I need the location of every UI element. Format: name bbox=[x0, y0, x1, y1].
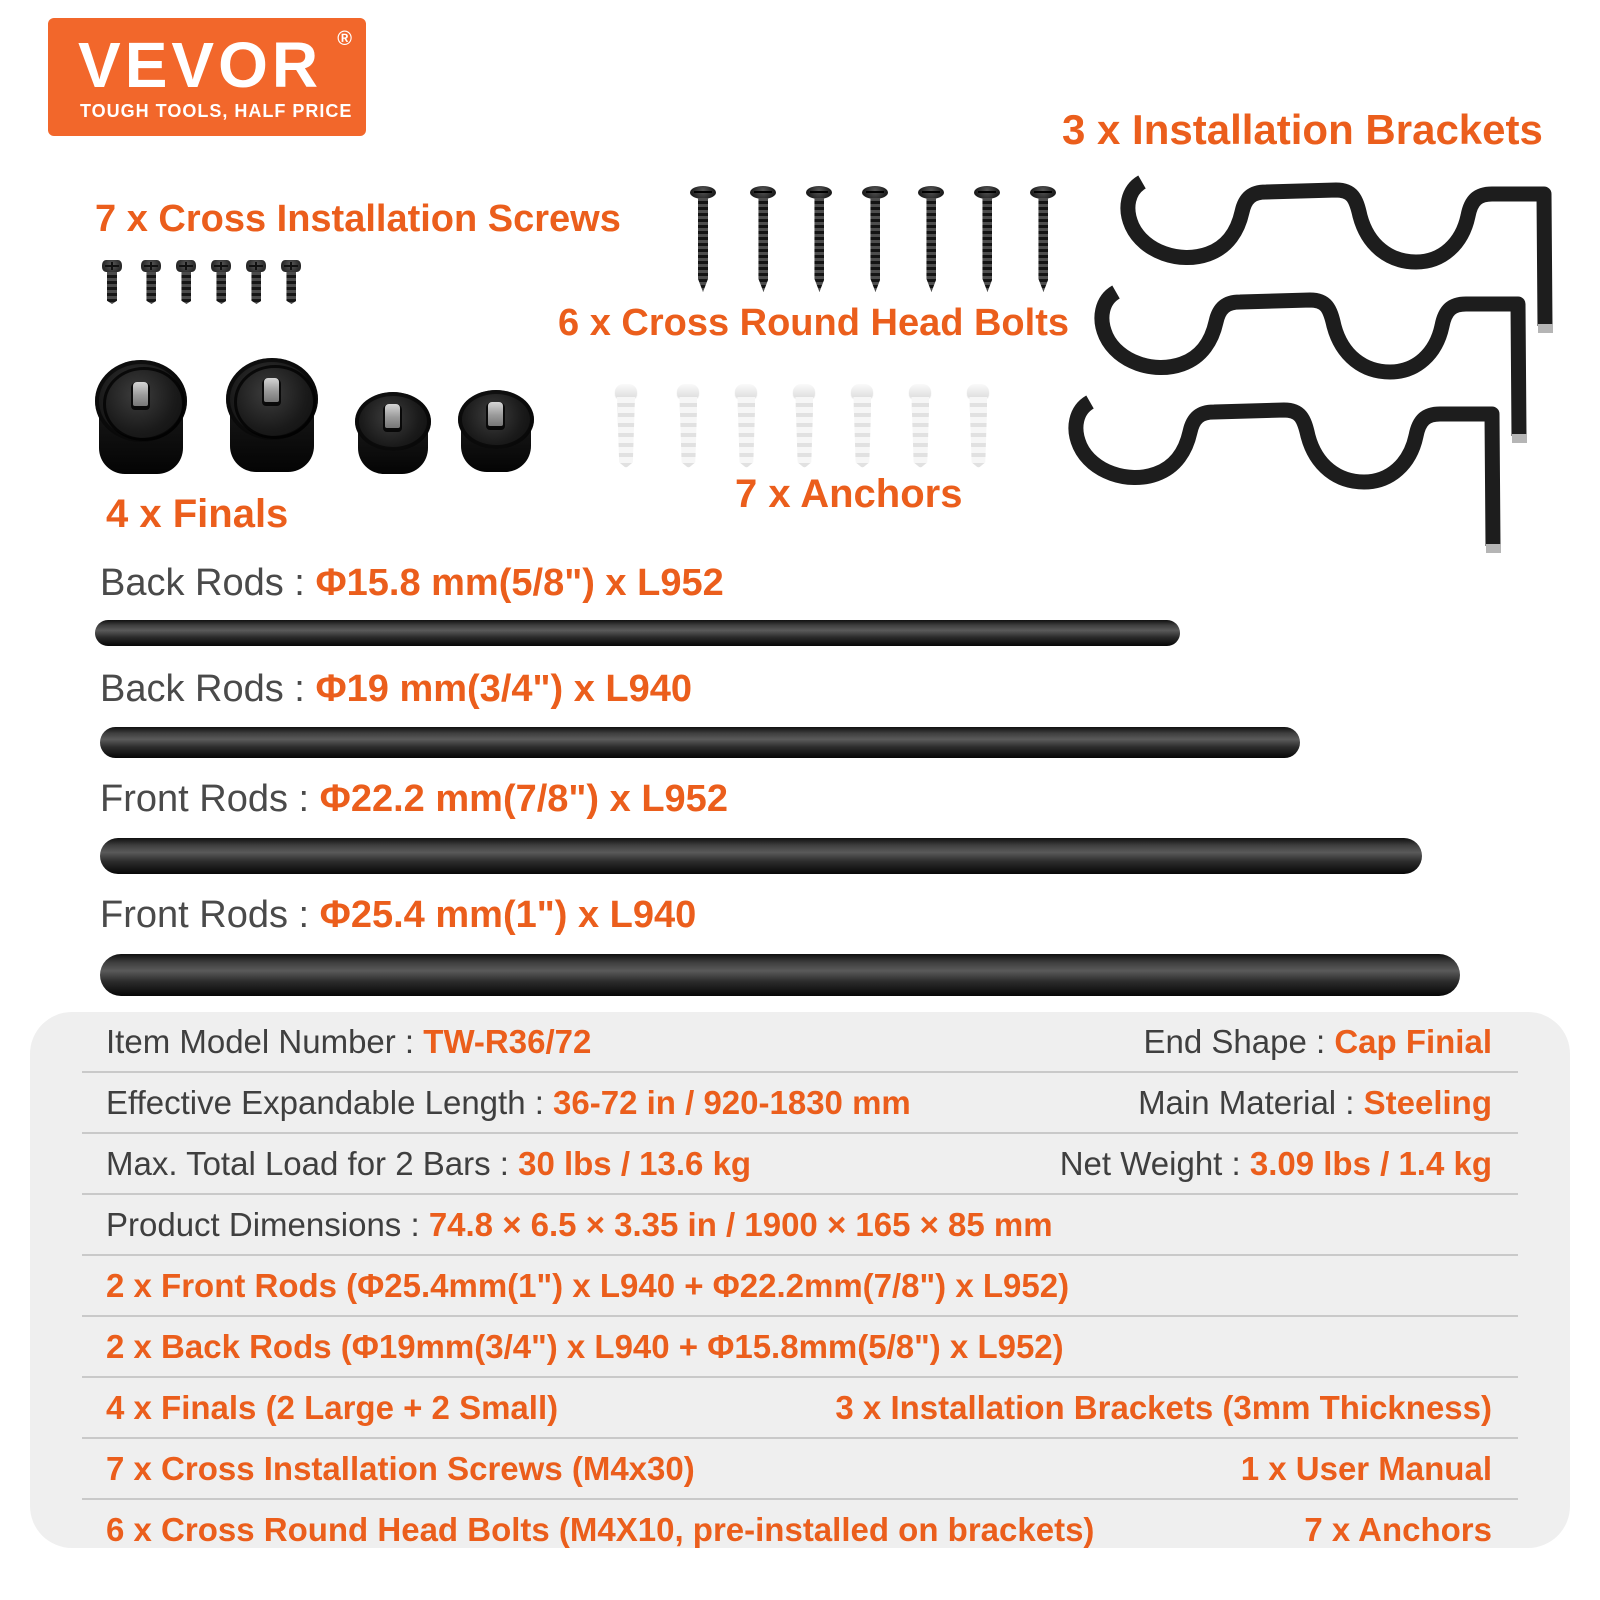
rod-colon: : bbox=[287, 778, 320, 820]
spec-left bbox=[82, 1206, 1492, 1244]
spec-left bbox=[82, 1328, 1492, 1366]
finial-stud bbox=[385, 404, 400, 428]
anchor-body-icon bbox=[737, 397, 755, 468]
rod-image-back-19 bbox=[100, 727, 1300, 758]
rod-name: Front Rods bbox=[100, 894, 288, 936]
spec-value: TW-R36/72 bbox=[423, 1022, 592, 1060]
cross-installation-screws-label: 7 x Cross Installation Screws bbox=[95, 198, 621, 240]
small-screw-image bbox=[176, 260, 196, 304]
spec-right bbox=[1241, 1450, 1518, 1488]
rod-colon: : bbox=[283, 668, 316, 710]
long-screws-row bbox=[690, 186, 1086, 292]
wall-anchor-image bbox=[966, 384, 990, 468]
spec-row bbox=[82, 1073, 1518, 1134]
spec-value: 6 x Cross Round Head Bolts (M4X10, pre-installed on brackets) bbox=[106, 1510, 1095, 1548]
screw-shank-icon bbox=[107, 272, 117, 304]
wall-anchor-image bbox=[676, 384, 700, 468]
long-screw-image bbox=[690, 186, 716, 292]
anchor-body-icon bbox=[911, 397, 929, 468]
anchor-body-icon bbox=[679, 397, 697, 468]
spec-row bbox=[82, 1195, 1518, 1256]
rod-name: Front Rods bbox=[100, 778, 288, 820]
screw-head-icon bbox=[176, 260, 196, 272]
anchor-body-icon bbox=[795, 397, 813, 468]
rod-colon: : bbox=[287, 894, 320, 936]
screw-head-icon bbox=[102, 260, 122, 272]
small-screws-row bbox=[102, 260, 316, 304]
spec-value: 2 x Front Rods (Φ25.4mm(1") x L940 + Φ22.2mm(7/8") x L952) bbox=[106, 1266, 1070, 1304]
finial-large-image bbox=[226, 358, 318, 472]
long-screw-image bbox=[806, 186, 832, 292]
screw-head-icon bbox=[918, 186, 944, 199]
rod-name: Back Rods bbox=[100, 562, 284, 604]
finials-label: 4 x Finals bbox=[106, 492, 289, 536]
spec-left bbox=[82, 1450, 1241, 1488]
spec-label: Effective Expandable Length : bbox=[106, 1083, 554, 1121]
rod-label bbox=[100, 894, 696, 937]
spec-row bbox=[82, 1256, 1518, 1317]
rod-colon: : bbox=[283, 562, 316, 604]
screw-shank-icon bbox=[758, 198, 768, 292]
anchor-collar-icon bbox=[615, 384, 637, 398]
wall-anchor-image bbox=[734, 384, 758, 468]
anchor-collar-icon bbox=[851, 384, 873, 398]
anchors-row bbox=[614, 384, 1024, 468]
logo-wordmark: VEVOR bbox=[78, 29, 323, 101]
spec-label: Main Material : bbox=[1138, 1083, 1364, 1121]
screw-shank-icon bbox=[146, 272, 156, 304]
wall-anchor-image bbox=[908, 384, 932, 468]
small-screw-image bbox=[211, 260, 231, 304]
logo-tagline: TOUGH TOOLS, HALF PRICE bbox=[80, 101, 353, 121]
finial-large-image bbox=[95, 360, 187, 474]
small-screw-image bbox=[102, 260, 122, 304]
wall-anchor-image bbox=[850, 384, 874, 468]
spec-left bbox=[82, 1084, 1138, 1122]
brackets-label: 3 x Installation Brackets bbox=[1062, 106, 1543, 153]
screw-head-icon bbox=[141, 260, 161, 272]
spec-right bbox=[835, 1389, 1518, 1427]
cross-round-head-bolts-label: 6 x Cross Round Head Bolts bbox=[558, 302, 1069, 344]
spec-row bbox=[82, 1439, 1518, 1500]
screw-shank-icon bbox=[926, 198, 936, 292]
anchor-collar-icon bbox=[793, 384, 815, 398]
spec-row bbox=[82, 1378, 1518, 1439]
finial-small-image bbox=[355, 392, 431, 474]
spec-left bbox=[82, 1511, 1304, 1549]
bracket-leg-tip bbox=[1486, 544, 1501, 553]
rod-image-front-254 bbox=[100, 954, 1460, 996]
screw-shank-icon bbox=[251, 272, 261, 304]
screw-head-icon bbox=[1030, 186, 1056, 199]
screw-shank-icon bbox=[814, 198, 824, 292]
spec-label: Item Model Number : bbox=[106, 1022, 424, 1060]
anchor-collar-icon bbox=[735, 384, 757, 398]
spec-value: 7 x Cross Installation Screws (M4x30) bbox=[106, 1449, 695, 1487]
spec-table bbox=[30, 1012, 1570, 1548]
spec-value: 7 x Anchors bbox=[1304, 1510, 1492, 1548]
screw-head-icon bbox=[974, 186, 1000, 199]
rod-spec: Φ22.2 mm(7/8") x L952 bbox=[319, 778, 728, 820]
registered-trademark-icon: ® bbox=[337, 28, 352, 50]
rod-spec: Φ15.8 mm(5/8") x L952 bbox=[315, 562, 724, 604]
spec-right bbox=[1143, 1023, 1518, 1061]
anchor-collar-icon bbox=[967, 384, 989, 398]
spec-value: 30 lbs / 13.6 kg bbox=[518, 1144, 752, 1182]
long-screw-image bbox=[1030, 186, 1056, 292]
spec-value: 2 x Back Rods (Φ19mm(3/4") x L940 + Φ15.8mm(5/8") x L952) bbox=[106, 1327, 1064, 1365]
spec-value: 3.09 lbs / 1.4 kg bbox=[1249, 1144, 1492, 1182]
screw-head-icon bbox=[690, 186, 716, 199]
finial-small-image bbox=[458, 390, 534, 472]
spec-row bbox=[82, 1134, 1518, 1195]
vevor-logo bbox=[48, 18, 366, 136]
installation-bracket-image bbox=[1066, 386, 1511, 561]
screw-head-icon bbox=[211, 260, 231, 272]
small-screw-image bbox=[141, 260, 161, 304]
rod-name: Back Rods bbox=[100, 668, 284, 710]
spec-value: Steeling bbox=[1363, 1083, 1492, 1121]
long-screw-image bbox=[862, 186, 888, 292]
finial-stud bbox=[264, 378, 279, 402]
long-screw-image bbox=[918, 186, 944, 292]
spec-row bbox=[82, 1012, 1518, 1073]
spec-label: Max. Total Load for 2 Bars : bbox=[106, 1144, 519, 1182]
screw-shank-icon bbox=[1038, 198, 1048, 292]
spec-row bbox=[82, 1317, 1518, 1378]
rod-label bbox=[100, 778, 728, 821]
spec-value: 1 x User Manual bbox=[1240, 1449, 1492, 1487]
bracket-leg-tip bbox=[1512, 434, 1527, 443]
long-screw-image bbox=[974, 186, 1000, 292]
long-screw-image bbox=[750, 186, 776, 292]
spec-left bbox=[82, 1267, 1492, 1305]
small-screw-image bbox=[281, 260, 301, 304]
anchor-collar-icon bbox=[677, 384, 699, 398]
screw-shank-icon bbox=[982, 198, 992, 292]
bracket-leg-tip bbox=[1538, 324, 1553, 333]
screw-head-icon bbox=[862, 186, 888, 199]
screw-shank-icon bbox=[870, 198, 880, 292]
screw-shank-icon bbox=[216, 272, 226, 304]
screw-head-icon bbox=[246, 260, 266, 272]
screw-head-icon bbox=[750, 186, 776, 199]
anchor-collar-icon bbox=[909, 384, 931, 398]
screw-head-icon bbox=[281, 260, 301, 272]
screw-shank-icon bbox=[698, 198, 708, 292]
rod-label bbox=[100, 562, 724, 605]
wall-anchor-image bbox=[792, 384, 816, 468]
rod-spec: Φ25.4 mm(1") x L940 bbox=[319, 894, 697, 936]
screw-shank-icon bbox=[286, 272, 296, 304]
spec-label: End Shape : bbox=[1143, 1022, 1335, 1060]
finial-stud bbox=[488, 402, 503, 426]
spec-right bbox=[1060, 1145, 1518, 1183]
spec-value: 36-72 in / 920-1830 mm bbox=[553, 1083, 911, 1121]
anchor-body-icon bbox=[617, 397, 635, 468]
screw-head-icon bbox=[806, 186, 832, 199]
spec-row bbox=[82, 1500, 1518, 1559]
rod-image-back-158 bbox=[95, 620, 1180, 646]
spec-left bbox=[82, 1023, 1143, 1061]
rod-spec: Φ19 mm(3/4") x L940 bbox=[315, 668, 693, 710]
anchors-label: 7 x Anchors bbox=[735, 472, 963, 516]
rod-label bbox=[100, 668, 692, 711]
rod-image-front-222 bbox=[100, 838, 1422, 874]
spec-left bbox=[82, 1389, 835, 1427]
screw-shank-icon bbox=[181, 272, 191, 304]
small-screw-image bbox=[246, 260, 266, 304]
spec-label: Net Weight : bbox=[1059, 1144, 1250, 1182]
wall-anchor-image bbox=[614, 384, 638, 468]
spec-right bbox=[1304, 1511, 1518, 1549]
spec-value: 3 x Installation Brackets (3mm Thickness) bbox=[835, 1388, 1492, 1426]
spec-left bbox=[82, 1145, 1060, 1183]
anchor-body-icon bbox=[969, 397, 987, 468]
spec-value: 4 x Finals (2 Large + 2 Small) bbox=[106, 1388, 559, 1426]
spec-right bbox=[1138, 1084, 1518, 1122]
spec-value: Cap Finial bbox=[1334, 1022, 1492, 1060]
finial-stud bbox=[133, 382, 148, 406]
spec-value: 74.8 × 6.5 × 3.35 in / 1900 × 165 × 85 mm bbox=[428, 1205, 1053, 1243]
anchor-body-icon bbox=[853, 397, 871, 468]
spec-label: Product Dimensions : bbox=[106, 1205, 429, 1243]
